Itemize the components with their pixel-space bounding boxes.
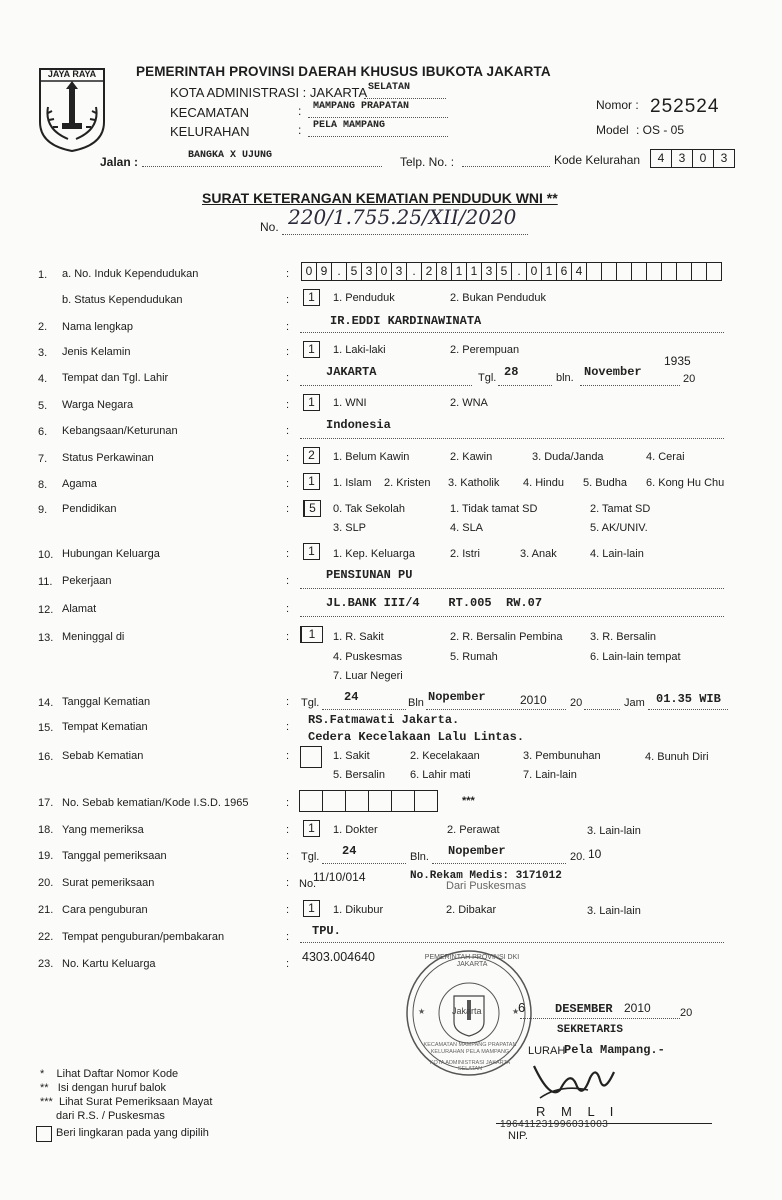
nik-cell[interactable]: 0 — [526, 262, 542, 281]
option: 2. Dibakar — [446, 904, 497, 916]
warga-negara-box[interactable]: 1 — [303, 394, 320, 411]
option: 2. Istri — [450, 548, 480, 560]
sign-month: DESEMBER — [555, 1002, 613, 1016]
colon: : — [286, 958, 290, 970]
nik-cell[interactable] — [601, 262, 617, 281]
nik-cell[interactable]: 0 — [376, 262, 392, 281]
row-num: 23. — [38, 958, 54, 970]
nik-cell[interactable] — [586, 262, 602, 281]
footnote: *** Lihat Surat Pemeriksaan Mayat — [40, 1096, 213, 1108]
status-perkawinan-box[interactable]: 2 — [303, 447, 320, 464]
option: 6. Lahir mati — [410, 769, 471, 781]
option: 4. Cerai — [646, 451, 685, 463]
colon: : — [286, 503, 290, 515]
colon: : — [286, 548, 290, 560]
agama-label: Agama — [62, 478, 97, 490]
option: 5. Bersalin — [333, 769, 385, 781]
sign-year-suffix: 20 — [680, 1007, 693, 1019]
pekerjaan-label: Pekerjaan — [62, 575, 112, 587]
cara-penguburan-box[interactable]: 1 — [303, 900, 320, 917]
jalan-value: BANGKA X UJUNG — [188, 150, 273, 161]
sebab-kematian-label: Sebab Kematian — [62, 750, 144, 762]
tgl-kematian-field — [322, 695, 406, 710]
option: 1. R. Sakit — [333, 631, 384, 643]
cara-penguburan-label: Cara penguburan — [62, 904, 148, 916]
colon: : — [286, 696, 290, 708]
jam-kematian-value: 01.35 WIB — [656, 692, 721, 706]
option: 2. Kristen — [384, 477, 431, 489]
row-num: 7. — [38, 453, 48, 465]
tempat-tgl-lahir-label: Tempat dan Tgl. Lahir — [62, 372, 169, 384]
tanggal-kematian-label: Tanggal Kematian — [62, 696, 151, 708]
agama-box[interactable]: 1 — [303, 473, 320, 490]
tgl-kematian-value: 24 — [344, 690, 359, 704]
option: 3. SLP — [333, 522, 367, 534]
colon: : — [286, 372, 290, 384]
option: 1. Tidak tamat SD — [450, 503, 538, 515]
colon: : — [286, 425, 290, 437]
footnote: Beri lingkaran pada yang dipilih — [56, 1127, 209, 1139]
colon: : — [286, 931, 290, 943]
jam-label: Jam — [624, 697, 645, 709]
row-num: 12. — [38, 604, 54, 616]
telp-field — [462, 152, 550, 167]
nik-cell[interactable]: 6 — [556, 262, 572, 281]
option: 5. Budha — [583, 477, 628, 489]
jenis-kelamin-box[interactable]: 1 — [303, 341, 320, 358]
kota-value: SELATAN — [368, 82, 411, 93]
kode-isd-cells — [300, 790, 438, 812]
pendidikan-box[interactable]: 5 — [303, 500, 321, 517]
nik-cell[interactable] — [661, 262, 677, 281]
legend-box — [36, 1126, 52, 1142]
option: 7. Luar Negeri — [333, 670, 403, 682]
row-num: 9. — [38, 504, 48, 516]
tempat-penguburan-value: TPU. — [312, 924, 341, 938]
bln-label: bln. — [556, 372, 574, 384]
option: 6. Kong Hu Chu — [646, 477, 725, 489]
row-num: 3. — [38, 347, 48, 359]
gov-title: PEMERINTAH PROVINSI DAERAH KHUSUS IBUKOTA JAKARTA — [136, 64, 551, 79]
row-num: 6. — [38, 426, 48, 438]
option: 3. Anak — [520, 548, 557, 560]
kode-isd-cell[interactable] — [391, 790, 415, 812]
row-num: 8. — [38, 479, 48, 491]
tgl-periksa-value: 24 — [342, 844, 357, 858]
colon: : — [286, 575, 290, 587]
row-num: 22. — [38, 931, 54, 943]
option: 7. Lain-lain — [523, 769, 577, 781]
nik-cell[interactable] — [706, 262, 722, 281]
option: 4. SLA — [450, 522, 484, 534]
colon: : — [286, 797, 290, 809]
kode-isd-cell[interactable] — [414, 790, 438, 812]
svg-text:★: ★ — [418, 1007, 426, 1016]
telp-label: Telp. No. : — [400, 155, 455, 169]
nomor-label: Nomor : — [596, 98, 639, 112]
kartu-keluarga-label: No. Kartu Keluarga — [62, 958, 156, 970]
row-num: 2. — [38, 321, 48, 333]
row-num: 16. — [38, 751, 54, 763]
option: 0. Tak Sekolah — [333, 503, 405, 515]
option: 5. Rumah — [450, 651, 498, 663]
option: 2. R. Bersalin Pembina — [450, 631, 563, 643]
nama-value: IR.EDDI KARDINAWINATA — [330, 314, 482, 328]
kode-digit: 0 — [692, 149, 714, 168]
option: 4. Lain-lain — [590, 548, 644, 560]
colon: : — [286, 877, 290, 889]
year-kematian-field — [584, 695, 620, 710]
kebangsaan-label: Kebangsaan/Keturunan — [62, 425, 178, 437]
option: 2. Tamat SD — [590, 503, 651, 515]
tgl-periksa-field — [322, 849, 406, 864]
signature-scribble — [530, 1060, 620, 1108]
nik-cell[interactable]: 2 — [421, 262, 437, 281]
kode-digit: 3 — [671, 149, 693, 168]
row-num: 14. — [38, 697, 54, 709]
row-num: 11. — [38, 576, 53, 588]
nip-label: NIP. — [508, 1130, 528, 1142]
tanggal-pemeriksaan-label: Tanggal pemeriksaan — [62, 850, 167, 862]
nik-cell[interactable] — [646, 262, 662, 281]
nik-cell[interactable]: 5 — [346, 262, 362, 281]
kode-kel-label: Kode Kelurahan — [554, 153, 641, 167]
row-num: 15. — [38, 722, 54, 734]
nik-cell[interactable]: . — [511, 262, 527, 281]
kartu-keluarga-value: 4303.004640 — [302, 950, 375, 964]
tempat-kematian-label: Tempat Kematian — [62, 721, 148, 733]
nik-cell[interactable]: 3 — [361, 262, 377, 281]
nik-cell[interactable] — [676, 262, 692, 281]
option: 2. Perawat — [447, 824, 500, 836]
colon: : — [286, 850, 290, 862]
kota-label: KOTA ADMINISTRASI : JAKARTA — [170, 85, 368, 100]
row-num: 10. — [38, 549, 54, 561]
kode-isd-cell[interactable] — [368, 790, 392, 812]
no-label: No. — [299, 878, 317, 890]
sebab-kematian-note: Cedera Kecelakaan Lalu Lintas. — [308, 730, 525, 744]
kode-isd-label: No. Sebab kematian/Kode I.S.D. 1965 — [62, 797, 249, 809]
nik-cell[interactable] — [631, 262, 647, 281]
option: 2. Bukan Penduduk — [450, 292, 547, 304]
status-kependudukan-box[interactable]: 1 — [303, 289, 320, 306]
kode-digit: 4 — [650, 149, 672, 168]
tempat-penguburan-field — [300, 930, 724, 943]
yang-memeriksa-box[interactable]: 1 — [303, 820, 320, 837]
option: 4. Hindu — [523, 477, 564, 489]
kode-isd-cell[interactable] — [322, 790, 346, 812]
tgl-label: Tgl. — [478, 372, 497, 384]
tahun-kematian-value: 2010 — [520, 693, 547, 707]
sekretaris-title: SEKRETARIS — [557, 1024, 624, 1036]
kode-kelurahan-boxes — [651, 149, 735, 168]
nik-cell[interactable]: 1 — [541, 262, 557, 281]
rekam-medis-value: No.Rekam Medis: 3171012 — [410, 870, 562, 882]
nik-cell[interactable] — [691, 262, 707, 281]
nip-value: 196411231996031003 — [500, 1119, 609, 1130]
option: 1. Dikubur — [333, 904, 384, 916]
option: 4. Puskesmas — [333, 651, 403, 663]
surat-no-value: 11/10/014 — [313, 870, 366, 884]
colon: : — [286, 346, 290, 358]
kecamatan-colon: : — [298, 104, 302, 118]
row-num: 17. — [38, 797, 54, 809]
sign-day: 6 — [518, 1000, 526, 1015]
tgl-label: Tgl. — [301, 851, 320, 863]
kode-isd-cell[interactable] — [299, 790, 323, 812]
kecamatan-value: MAMPANG PRAPATAN — [313, 101, 410, 112]
bln-periksa-value: Nopember — [448, 844, 506, 858]
nik-cells — [302, 262, 722, 281]
tahun-periksa-value: 10 — [588, 847, 602, 861]
dari-puskesmas-label: Dari Puskesmas — [446, 880, 527, 892]
colon: : — [286, 721, 290, 733]
nik-cell[interactable] — [616, 262, 632, 281]
nik-cell[interactable]: 3 — [481, 262, 497, 281]
bln-label: Bln — [408, 697, 424, 709]
stamp-center-text: Jakarta — [452, 1006, 482, 1016]
option: 1. Islam — [333, 477, 372, 489]
stamp-inner-text: KECAMATAN MAMPANG PRAPATAN KELURAHAN PELA MAMPANG — [423, 1042, 517, 1055]
warga-negara-label: Warga Negara — [62, 399, 134, 411]
row-num: 13. — [38, 632, 54, 644]
doc-no-label: No. — [260, 220, 279, 234]
jenis-kelamin-label: Jenis Kelamin — [62, 346, 131, 358]
kelurahan-label: KELURAHAN — [170, 124, 250, 139]
row-num: 18. — [38, 824, 54, 836]
option: 2. Kawin — [450, 451, 493, 463]
nik-cell[interactable]: 9 — [316, 262, 332, 281]
row-num: 20. — [38, 877, 54, 889]
meninggal-di-label: Meninggal di — [62, 631, 125, 643]
option: 1. Sakit — [333, 750, 370, 762]
option: 1. Belum Kawin — [333, 451, 410, 463]
year-suffix: 20. — [570, 851, 586, 863]
colon: : — [286, 321, 290, 333]
svg-text:★: ★ — [512, 1007, 520, 1016]
option: 4. Bunuh Diri — [645, 751, 709, 763]
colon: : — [286, 399, 290, 411]
option: 3. Duda/Janda — [532, 451, 604, 463]
tgl-lahir-value: 28 — [504, 365, 519, 379]
official-name: R M L I — [536, 1104, 620, 1119]
status-kependudukan-label: b. Status Kependudukan — [62, 294, 183, 306]
footnote: dari R.S. / Puskesmas — [56, 1110, 165, 1122]
nik-cell[interactable]: . — [406, 262, 422, 281]
nik-cell[interactable]: 5 — [496, 262, 512, 281]
option: 1. Penduduk — [333, 292, 395, 304]
option: 3. Lain-lain — [587, 905, 641, 917]
year-suffix: 20 — [570, 697, 583, 709]
option: 3. Katholik — [448, 477, 500, 489]
pekerjaan-value: PENSIUNAN PU — [326, 568, 413, 582]
alamat-value: JL.BANK III/4 RT.005 RW.07 — [326, 596, 543, 610]
nama-label: Nama lengkap — [62, 321, 133, 333]
official-stamp — [404, 948, 534, 1078]
row-num: 5. — [38, 400, 48, 412]
footnote: ** Isi dengan huruf balok — [40, 1082, 166, 1094]
nik-cell[interactable]: 4 — [571, 262, 587, 281]
emblem — [38, 67, 106, 153]
nik-cell[interactable]: 8 — [436, 262, 452, 281]
row-num: 21. — [38, 904, 54, 916]
colon: : — [286, 631, 290, 643]
nik-cell[interactable]: 1 — [466, 262, 482, 281]
jaya-raya-logo-icon — [38, 67, 106, 153]
option: 1. Dokter — [333, 824, 378, 836]
kode-isd-cell[interactable] — [345, 790, 369, 812]
colon: : — [286, 750, 290, 762]
tempat-lahir-value: JAKARTA — [326, 365, 377, 379]
footnote: * Lihat Daftar Nomor Kode — [40, 1068, 179, 1080]
colon: : — [286, 824, 290, 836]
handwritten-signature-icon — [530, 1060, 620, 1108]
status-perkawinan-label: Status Perkawinan — [62, 452, 154, 464]
option: 3. R. Bersalin — [590, 631, 657, 643]
tempat-kematian-value: RS.Fatmawati Jakarta. — [308, 713, 460, 727]
option: 1. Laki-laki — [333, 344, 386, 356]
option: 3. Pembunuhan — [523, 750, 601, 762]
bln-label: Bln. — [410, 851, 429, 863]
doc-no-value: 220/1.755.25/XII/2020 — [288, 205, 517, 229]
option: 5. AK/UNIV. — [590, 522, 648, 534]
colon: : — [286, 478, 290, 490]
kode-digit: 3 — [713, 149, 735, 168]
nik-cell[interactable]: 3 — [391, 262, 407, 281]
option: 1. Kep. Keluarga — [333, 548, 415, 560]
lurah-label: LURAH — [528, 1045, 566, 1057]
option: 2. WNA — [450, 397, 488, 409]
nik-cell[interactable]: 1 — [451, 262, 467, 281]
kode-isd-marker: *** — [462, 795, 475, 807]
model-value: : OS - 05 — [636, 123, 685, 137]
nik-cell[interactable]: . — [331, 262, 347, 281]
row-num: 1. — [38, 269, 48, 281]
colon: : — [286, 294, 290, 306]
kebangsaan-value: Indonesia — [326, 418, 391, 432]
emblem-text: JAYA RAYA — [47, 69, 97, 79]
option: 2. Perempuan — [450, 344, 520, 356]
lurah-value: Pela Mampang.- — [564, 1043, 665, 1057]
option: 1. WNI — [333, 397, 367, 409]
colon: : — [286, 452, 290, 464]
yang-memeriksa-label: Yang memeriksa — [62, 824, 144, 836]
colon: : — [286, 904, 290, 916]
meninggal-di-box[interactable]: 1 — [300, 626, 323, 643]
bln-kematian-value: Nopember — [428, 690, 486, 704]
nik-label: a. No. Induk Kependudukan — [62, 268, 199, 280]
option: 2. Kecelakaan — [410, 750, 480, 762]
nik-cell[interactable]: 0 — [301, 262, 317, 281]
row-num: 4. — [38, 373, 48, 385]
bln-lahir-value: November — [584, 365, 642, 379]
colon: : — [286, 268, 290, 280]
stamp-bottom-text: KOTA ADMINISTRASI JAKARTA SELATAN — [429, 1060, 511, 1072]
sign-year: 2010 — [624, 1001, 651, 1015]
document-title: SURAT KETERANGAN KEMATIAN PENDUDUK WNI ** — [202, 190, 558, 206]
option: 3. Lain-lain — [587, 825, 641, 837]
model-label: Model — [596, 123, 629, 137]
nomor-value: 252524 — [650, 96, 720, 117]
kelurahan-value: PELA MAMPANG — [313, 120, 386, 131]
tempat-penguburan-label: Tempat penguburan/pembakaran — [62, 931, 225, 943]
stamp-outer-text: PEMERINTAH PROVINSI DKI JAKARTA — [424, 954, 520, 968]
alamat-label: Alamat — [62, 603, 97, 615]
tahun-lahir-value: 1935 — [664, 354, 691, 368]
kecamatan-label: KECAMATAN — [170, 105, 249, 120]
option: 6. Lain-lain tempat — [590, 651, 681, 663]
hubungan-keluarga-label: Hubungan Keluarga — [62, 548, 160, 560]
hubungan-keluarga-box[interactable]: 1 — [303, 543, 320, 560]
year-suffix: 20 — [683, 373, 696, 385]
sebab-kematian-box[interactable] — [300, 746, 322, 768]
tgl-label: Tgl. — [301, 697, 320, 709]
kelurahan-colon: : — [298, 123, 302, 137]
row-num: 19. — [38, 850, 54, 862]
jalan-label: Jalan : — [100, 155, 139, 169]
surat-pemeriksaan-label: Surat pemeriksaan — [62, 877, 155, 889]
pendidikan-label: Pendidikan — [62, 503, 117, 515]
colon: : — [286, 603, 290, 615]
